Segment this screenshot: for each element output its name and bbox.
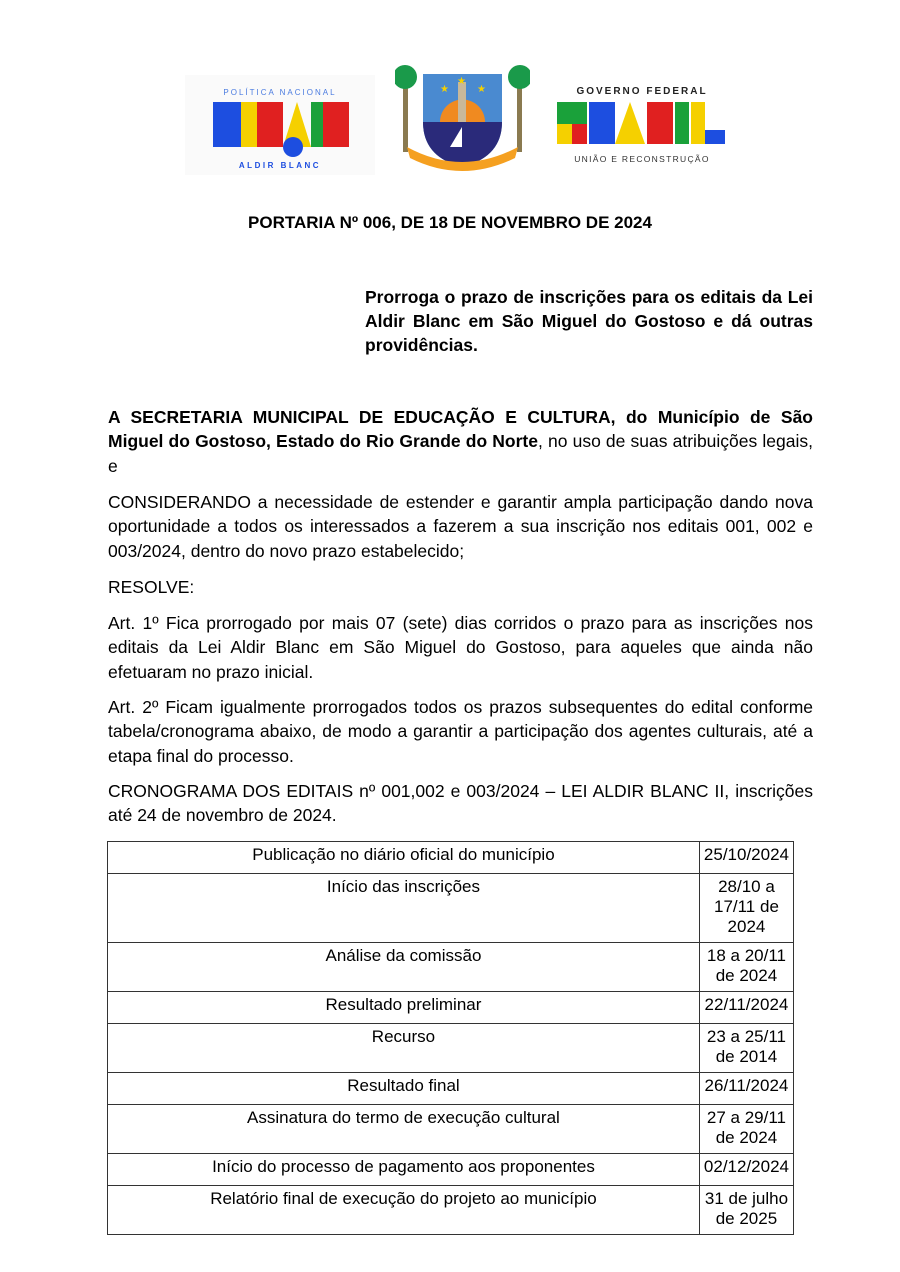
svg-text:ALDIR BLANC: ALDIR BLANC xyxy=(238,161,322,170)
date-cell: 28/10 a 17/11 de 2024 xyxy=(699,874,793,943)
stage-cell: Publicação no diário oficial do município xyxy=(108,842,700,874)
table-row xyxy=(108,874,794,943)
article-2: Art. 2º Ficam igualmente prorrogados todos os prazos subsequentes do edital conforme tabela/cronograma abaixo, de modo a garantir a participação dos agentes culturais, até a etapa final do processo. xyxy=(108,697,813,766)
document-title: PORTARIA Nº 006, DE 18 DE NOVEMBRO DE 2024 xyxy=(248,213,652,232)
municipal-crest xyxy=(395,62,530,172)
preamble xyxy=(108,405,813,478)
date-cell: 23 a 25/11 de 2014 xyxy=(699,1024,793,1073)
governo-federal-logo xyxy=(555,82,730,167)
header-logos xyxy=(0,60,900,180)
svg-text:★: ★ xyxy=(477,84,486,95)
preamble-rest: , no uso de suas atribuições legais, e xyxy=(108,431,813,476)
resolve: RESOLVE: xyxy=(108,577,195,597)
stage-cell: Recurso xyxy=(108,1024,700,1073)
stage-cell: Resultado preliminar xyxy=(108,992,700,1024)
stage-cell: Início das inscrições xyxy=(108,874,700,943)
pnab-logo xyxy=(185,75,375,175)
stage-cell: Análise da comissão xyxy=(108,943,700,992)
stage-cell: Início do processo de pagamento aos proponentes xyxy=(108,1154,700,1186)
cronograma-intro: CRONOGRAMA DOS EDITAIS nº 001,002 e 003/2024 – LEI ALDIR BLANC II, inscrições até 24 de novembro de 2024. xyxy=(108,781,813,826)
date-cell: 18 a 20/11 de 2024 xyxy=(699,943,793,992)
preamble-bold: A SECRETARIA MUNICIPAL DE EDUCAÇÃO E CULTURA, do Município de São Miguel do Gostoso, Estado do Rio Grande do Norte xyxy=(108,407,813,452)
stage-cell: Resultado final xyxy=(108,1073,700,1105)
date-cell: 26/11/2024 xyxy=(699,1073,793,1105)
date-cell: 25/10/2024 xyxy=(699,842,793,874)
date-cell: 02/12/2024 xyxy=(699,1154,793,1186)
considerando: CONSIDERANDO a necessidade de estender e garantir ampla participação dando nova oportunidade a todos os interessados a fazerem a sua inscrição nos editais 001, 002 e 003/2024, dentro do novo prazo estabelecido; xyxy=(108,492,813,561)
svg-text:POLÍTICA NACIONAL: POLÍTICA NACIONAL xyxy=(223,88,337,97)
table-row xyxy=(108,992,794,1024)
article-1: Art. 1º Fica prorrogado por mais 07 (sete) dias corridos o prazo para as inscrições nos editais da Lei Aldir Blanc em São Miguel do Gostoso, para aqueles que ainda não efetuaram no prazo inicial. xyxy=(108,613,813,682)
date-cell: 31 de julho de 2025 xyxy=(699,1186,793,1235)
table-row xyxy=(108,943,794,992)
date-cell: 22/11/2024 xyxy=(699,992,793,1024)
table-row xyxy=(108,1105,794,1154)
svg-text:★: ★ xyxy=(440,84,449,95)
svg-text:★: ★ xyxy=(457,76,466,87)
table-row xyxy=(108,1024,794,1073)
svg-text:GOVERNO FEDERAL: GOVERNO FEDERAL xyxy=(576,86,708,97)
svg-text:UNIÃO E RECONSTRUÇÃO: UNIÃO E RECONSTRUÇÃO xyxy=(574,154,710,164)
schedule-table xyxy=(107,841,794,1235)
stage-cell: Assinatura do termo de execução cultural xyxy=(108,1105,700,1154)
date-cell: 27 a 29/11 de 2024 xyxy=(699,1105,793,1154)
table-row xyxy=(108,1186,794,1235)
summary: Prorroga o prazo de inscrições para os editais da Lei Aldir Blanc em São Miguel do Gostoso e dá outras providências. xyxy=(365,287,813,355)
table-row xyxy=(108,1073,794,1105)
stage-cell: Relatório final de execução do projeto ao município xyxy=(108,1186,700,1235)
table-row xyxy=(108,842,794,874)
table-row xyxy=(108,1154,794,1186)
